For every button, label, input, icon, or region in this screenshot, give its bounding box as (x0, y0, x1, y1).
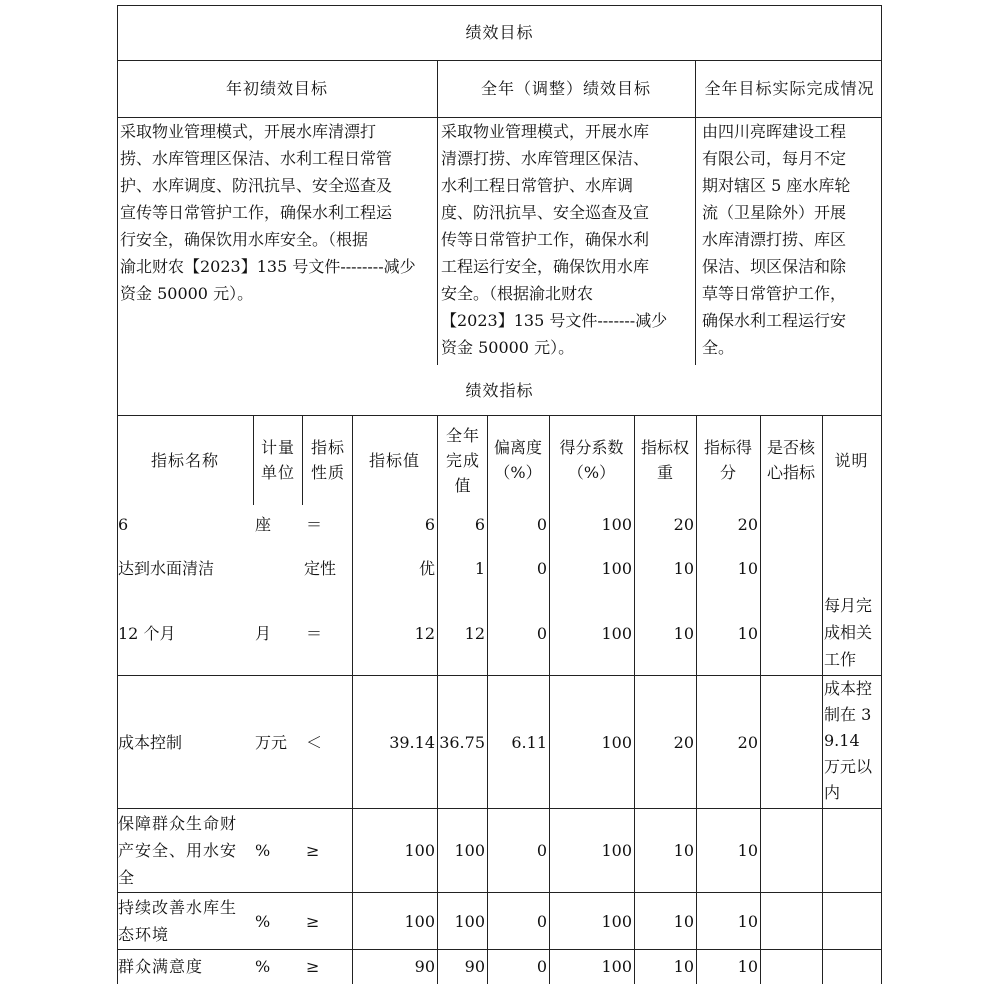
indicator-weight: 10 (673, 911, 694, 931)
indicator-unit: 座 (255, 514, 272, 534)
text-line: 度、防汛抗旱、安全巡查及宣 (441, 203, 650, 222)
initial-goal-text (118, 118, 437, 307)
indicator-unit (255, 549, 301, 587)
indicator-name: 群众满意度 (118, 956, 204, 976)
text-line: 【2023】135 号文件-------减少 (441, 311, 668, 330)
indicator-score: 10 (737, 956, 758, 976)
text-line: 资金 50000 元）。 (120, 284, 254, 303)
indicator-coefficient: 100 (601, 514, 632, 534)
indicator-nature: ≥ (306, 841, 320, 860)
text-line: 传等日常管护工作，确保水利 (441, 230, 650, 249)
indicator-actual: 1 (474, 558, 485, 578)
indicator-name: 6 (118, 514, 129, 534)
indicator-deviation: 0 (536, 841, 547, 860)
indicator-deviation: 0 (536, 514, 547, 534)
column-header-score: 指标得分 (703, 438, 752, 482)
indicator-weight: 10 (673, 558, 694, 578)
indicator-name: 持续改善水库生态环境 (118, 898, 238, 944)
table-border (253, 415, 254, 505)
table-border (302, 415, 303, 505)
indicator-coefficient: 100 (601, 558, 632, 578)
indicator-nature: ≥ (306, 911, 320, 931)
text-line: 水库清漂打捞、库区 (702, 230, 847, 249)
indicator-coefficient: 100 (601, 956, 632, 976)
indicator-nature: ≥ (306, 956, 320, 976)
column-header-unit: 计量单位 (261, 438, 296, 482)
indicator-nature: ＝ (306, 623, 323, 643)
text-line: 行安全，确保饮用水库安全。（根据 (120, 230, 369, 249)
text-line: 捞、水库管理区保洁、水利工程日常管 (120, 149, 393, 168)
text-line: 资金 50000 元）。 (441, 338, 575, 357)
column-header-note: 说明 (834, 450, 869, 470)
indicator-coefficient: 100 (601, 732, 632, 752)
text-line: 流（卫星除外）开展 (702, 203, 847, 222)
indicator-name: 达到水面清洁 (118, 558, 215, 578)
indicator-nature: 定性 (304, 558, 337, 578)
indicator-score: 10 (737, 841, 758, 860)
indicator-deviation: 0 (536, 956, 547, 976)
indicator-actual: 100 (454, 841, 485, 860)
indicator-actual: 100 (454, 911, 485, 931)
indicator-note: 每月完成相关工作 (824, 596, 873, 669)
indicator-unit: 万元 (255, 732, 288, 752)
indicator-name: 保障群众生命财产安全、用水安全 (118, 814, 238, 887)
indicator-unit: % (255, 841, 271, 860)
indicator-coefficient: 100 (601, 841, 632, 860)
column-header-actual: 全年完成值 (445, 425, 480, 495)
indicator-deviation: 0 (536, 911, 547, 931)
text-line: 期对辖区 5 座水库轮 (702, 176, 851, 195)
indicator-score: 20 (737, 732, 758, 752)
indicator-name: 12 个月 (118, 623, 176, 643)
indicator-value: 39.14 (389, 732, 435, 752)
column-header-nature: 指标性质 (310, 438, 345, 482)
indicator-actual: 12 (464, 623, 485, 643)
adjusted-goal-text (439, 118, 695, 361)
column-header-deviation: 偏离度（%） (493, 438, 542, 482)
section-title-goals: 绩效目标 (465, 23, 534, 42)
header-initial-goal: 年初绩效目标 (225, 79, 328, 98)
table-border (695, 60, 696, 365)
text-line: 由四川亮晖建设工程 (702, 122, 847, 141)
indicator-value: 6 (424, 514, 435, 534)
indicator-score: 10 (737, 558, 758, 578)
text-line: 工程运行安全，确保饮用水库 (441, 257, 650, 276)
indicator-nature: ＜ (306, 732, 323, 752)
indicator-deviation: 0 (536, 558, 547, 578)
indicator-weight: 10 (673, 623, 694, 643)
column-header-name: 指标名称 (150, 450, 219, 470)
text-line: 保洁、坝区保洁和除 (702, 257, 847, 276)
text-line: 采取物业管理模式，开展水库清漂打 (120, 122, 377, 141)
text-line: 宣传等日常管护工作，确保水利工程运 (120, 203, 393, 222)
indicator-score: 10 (737, 623, 758, 643)
text-line: 有限公司，每月不定 (702, 149, 847, 168)
section-title-indicators: 绩效指标 (465, 380, 534, 400)
indicator-weight: 20 (673, 732, 694, 752)
column-header-coefficient: 得分系数（%） (559, 438, 624, 482)
column-header-value: 指标值 (368, 450, 420, 470)
indicator-actual: 90 (464, 956, 485, 976)
indicator-weight: 10 (673, 956, 694, 976)
text-line: 护、水库调度、防汛抗旱、安全巡查及 (120, 176, 393, 195)
indicator-nature: ＝ (306, 514, 323, 534)
indicator-value: 90 (414, 956, 435, 976)
text-line: 清漂打捞、水库管理区保洁、 (441, 149, 650, 168)
text-line: 渝北财农【2023】135 号文件--------减少 (120, 257, 416, 276)
actual-completion-text (700, 118, 880, 361)
table-border (881, 5, 882, 984)
indicator-note: 成本控制在 39.14 万元以内 (824, 679, 873, 802)
indicator-weight: 10 (673, 841, 694, 860)
indicator-coefficient: 100 (601, 911, 632, 931)
indicator-unit: 月 (255, 623, 272, 643)
text-line: 采取物业管理模式，开展水库 (441, 122, 650, 141)
column-header-core: 是否核心指标 (766, 438, 815, 482)
indicator-value: 100 (404, 911, 435, 931)
indicator-value: 12 (414, 623, 435, 643)
indicator-coefficient: 100 (601, 623, 632, 643)
text-line: 安全。（根据渝北财农 (441, 284, 594, 303)
indicator-score: 10 (737, 911, 758, 931)
indicator-unit: % (255, 956, 271, 976)
indicator-value: 100 (404, 841, 435, 860)
header-adjusted-goal: 全年（调整）绩效目标 (480, 79, 651, 98)
indicator-actual: 36.75 (439, 732, 485, 752)
indicator-weight: 20 (673, 514, 694, 534)
indicator-actual: 6 (474, 514, 485, 534)
text-line: 草等日常管护工作， (702, 284, 847, 303)
column-header-weight: 指标权重 (640, 438, 689, 482)
indicator-deviation: 0 (536, 623, 547, 643)
indicator-value: 优 (418, 558, 435, 578)
text-line: 确保水利工程运行安 (702, 311, 847, 330)
indicator-deviation: 6.11 (511, 732, 547, 752)
header-actual-completion: 全年目标实际完成情况 (704, 79, 875, 98)
indicator-unit: % (255, 911, 271, 931)
text-line: 水利工程日常管护、水库调 (441, 176, 634, 195)
text-line: 全。 (702, 338, 735, 357)
indicator-name: 成本控制 (118, 732, 183, 752)
indicator-score: 20 (737, 514, 758, 534)
